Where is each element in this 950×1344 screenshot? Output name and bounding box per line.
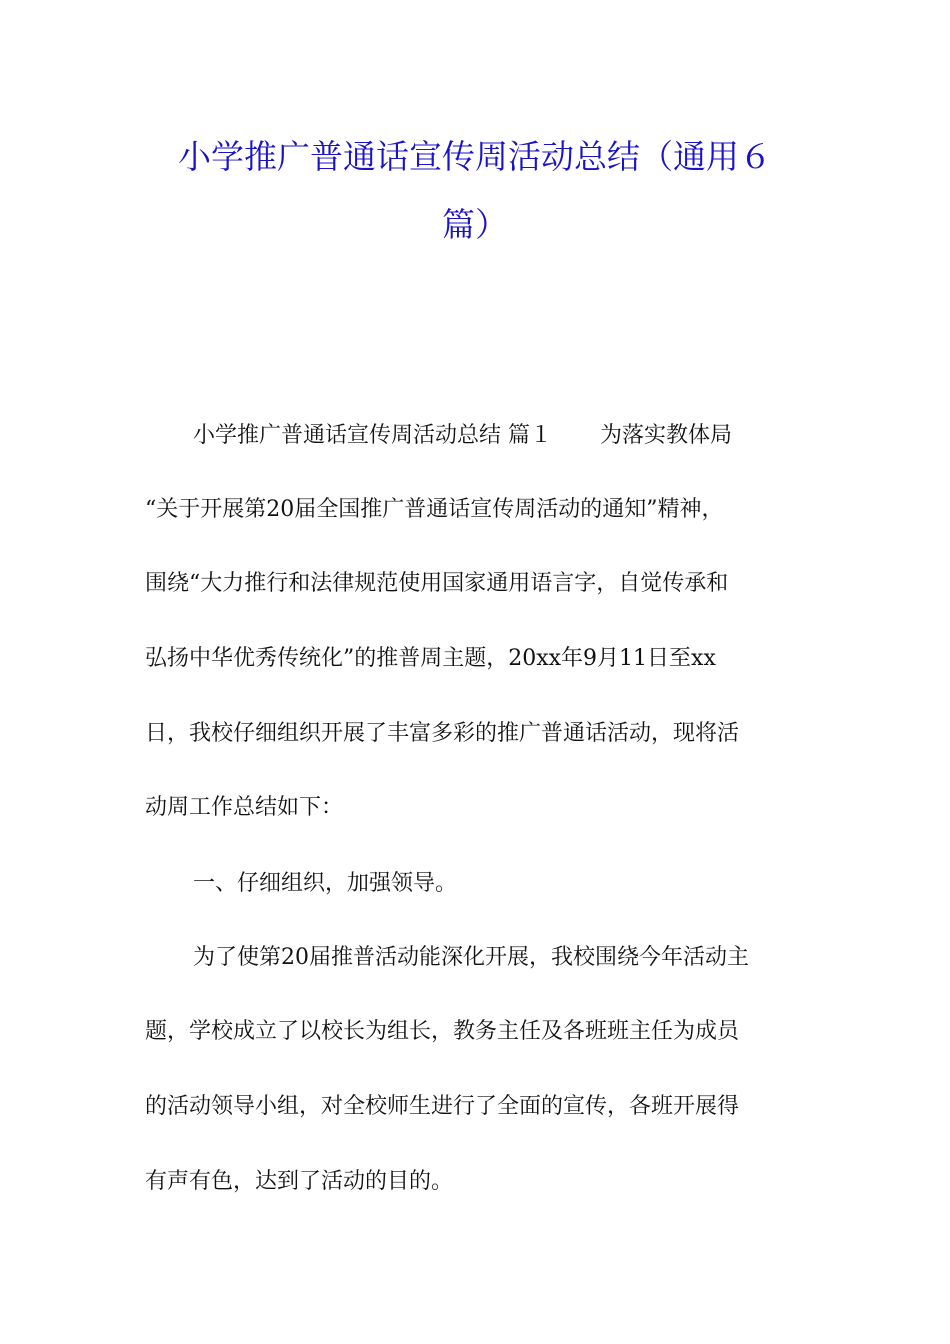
paragraph-2-line-3: 的活动领导小组，对全校师生进行了全面的宣传，各班开展得 (145, 1094, 740, 1119)
section-heading-1: 小学推广普通话宣传周活动总结 篇１ (193, 423, 552, 448)
paragraph-1-line-6: 动周工作总结如下： (145, 795, 344, 820)
document-title-line-2: 篇） (442, 205, 508, 244)
paragraph-1-line-4: 弘扬中华优秀传统化”的推普周主题，20xx年9月11日至xx (145, 646, 716, 671)
paragraph-1-line-1-text: 为落实教体局 (600, 423, 733, 448)
paragraph-1-line-5: 日，我校仔细组织开展了丰富多彩的推广普通话活动，现将活 (145, 721, 740, 746)
paragraph-2-line-1: 为了使第20届推普活动能深化开展，我校围绕今年活动主 (193, 945, 749, 970)
paragraph-1-line-1 (193, 420, 863, 452)
paragraph-1-line-2: “关于开展第20届全国推广普通话宣传周活动的通知”精神， (145, 497, 724, 522)
document-title-line-1: 小学推广普通话宣传周活动总结（通用６ (178, 137, 772, 176)
section-heading-2: 一、仔细组织，加强领导。 (193, 871, 458, 896)
paragraph-1-line-3: 围绕“大力推行和法律规范使用国家通用语言字，自觉传承和 (145, 571, 729, 596)
paragraph-2-line-2: 题，学校成立了以校长为组长，教务主任及各班班主任为成员 (145, 1019, 740, 1044)
paragraph-2-line-4: 有声有色，达到了活动的目的。 (145, 1169, 454, 1194)
